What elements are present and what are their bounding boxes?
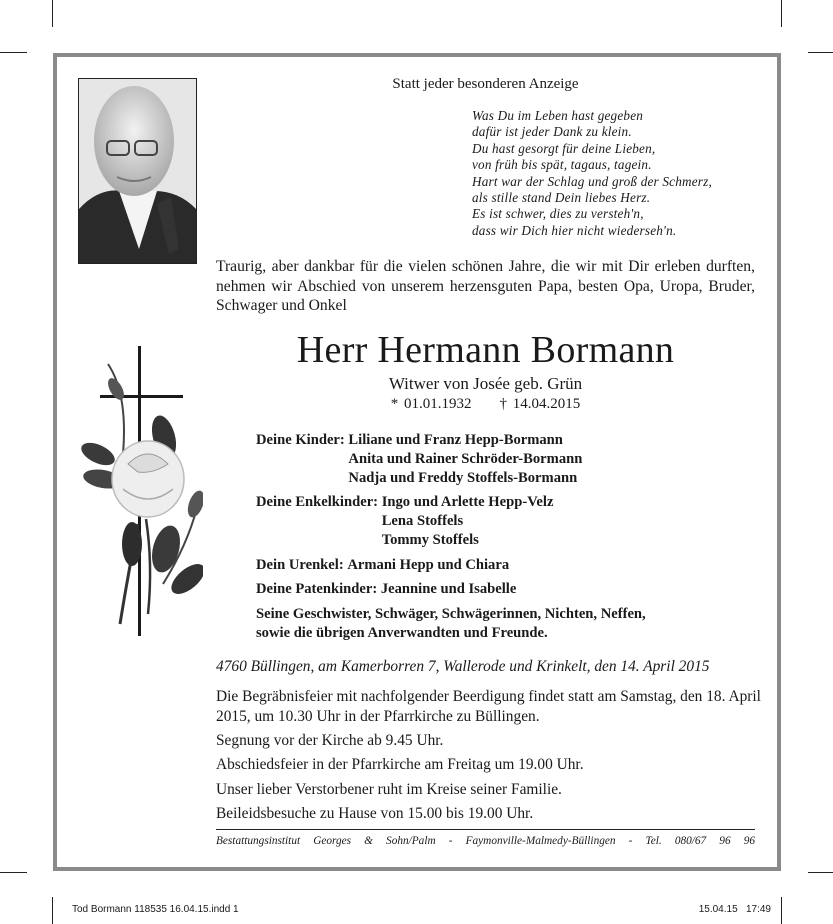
intro-text: Traurig, aber dankbar für die vielen schönen Jahre, die wir mit Dir erleben durften, nehmen wir Abschied von unserem herzensguten Papa, besten Opa, Uropa, Bruder, Schwager und Onkel [216, 258, 755, 315]
poem-line: als stille stand Dein liebes Herz. [472, 190, 651, 206]
slug-filename: Tod Bormann 118535 16.04.15.indd 1 [72, 904, 239, 915]
family-grandchildren [256, 493, 553, 551]
poem-line: Es ist schwer, dies zu versteh'n, [472, 206, 644, 222]
poem-line: Was Du im Leben hast gegeben [472, 108, 644, 123]
crop-mark [52, 897, 53, 924]
farewell-info: Abschiedsfeier in der Pfarrkirche am Freitag um 19.00 Uhr. [216, 756, 584, 773]
family-member: Nadja und Freddy Stoffels-Bormann [348, 470, 578, 487]
death-date: † 14.04.2015 [499, 396, 581, 412]
portrait-photo [78, 78, 197, 264]
deceased-name: Herr Hermann Bormann [296, 329, 675, 371]
family-member: Anita und Rainer Schröder-Bormann [348, 451, 583, 468]
family-member: Jeannine und Isabelle [380, 581, 517, 597]
crop-mark [808, 872, 833, 873]
family-godchildren [256, 580, 516, 599]
crop-mark [808, 52, 833, 53]
life-dates [216, 396, 755, 413]
family-member: Ingo und Arlette Hepp-Velz [381, 494, 554, 510]
family-member: Lena Stoffels [381, 513, 464, 530]
visits-info: Beileidsbesuche zu Hause von 15.00 bis 19.00 Uhr. [216, 805, 534, 822]
poem-line: dafür ist jeder Dank zu klein. [472, 124, 632, 140]
family-label: Deine Patenkinder: [256, 581, 381, 597]
relatives-line: sowie die übrigen Anverwandten und Freunde. [256, 625, 548, 642]
blessing-info: Segnung vor der Kirche ab 9.45 Uhr. [216, 732, 444, 749]
family-label: Deine Kinder: [256, 432, 349, 448]
family-great-grandchild [256, 556, 509, 575]
resting-info: Unser lieber Verstorbener ruht im Kreise seiner Familie. [216, 781, 562, 798]
crop-mark [781, 897, 782, 924]
family-member: Armani Hepp und Chiara [347, 557, 510, 573]
crop-mark [0, 872, 27, 873]
cross-rose-illustration [68, 344, 203, 640]
family-children [256, 431, 582, 489]
notice-heading: Statt jeder besonderen Anzeige [392, 76, 579, 92]
undertaker-line: Bestattungsinstitut Georges & Sohn/Palm - Faymonville-Malmedy-Büllingen - Tel. 080/67 96 96 [216, 835, 755, 847]
poem [472, 108, 712, 239]
divider [216, 829, 755, 830]
slug-timestamp: 15.04.15 17:49 [698, 904, 771, 915]
poem-line: von früh bis spät, tagaus, tagein. [472, 157, 652, 173]
crop-mark [781, 0, 782, 27]
family-relatives [256, 605, 646, 643]
family-label: Deine Enkelkinder: [256, 494, 382, 510]
poem-line: Hart war der Schlag und groß der Schmerz, [472, 173, 712, 189]
crop-mark [52, 0, 53, 27]
widow-line: Witwer von Josée geb. Grün [388, 374, 583, 393]
funeral-info: Die Begräbnisfeier mit nachfolgender Beerdigung findet statt am Samstag, den 18. April 2015, um 10.30 Uhr in der Pfarrkirche zu Büllingen. [216, 688, 761, 725]
poem-line: dass wir Dich hier nicht wiederseh'n. [472, 222, 677, 238]
family-member: Tommy Stoffels [381, 532, 479, 549]
relatives-line: Seine Geschwister, Schwäger, Schwägerinnen, Nichten, Neffen, [256, 606, 646, 622]
family-label: Dein Urenkel: [256, 557, 348, 573]
poem-line: Du hast gesorgt für deine Lieben, [472, 140, 656, 156]
birth-date: * 01.01.1932 [390, 396, 472, 412]
crop-mark [0, 52, 27, 53]
place-date: 4760 Büllingen, am Kamerborren 7, Wallerode und Krinkelt, den 14. April 2015 [216, 658, 710, 675]
family-member: Liliane und Franz Hepp-Bormann [348, 432, 563, 448]
